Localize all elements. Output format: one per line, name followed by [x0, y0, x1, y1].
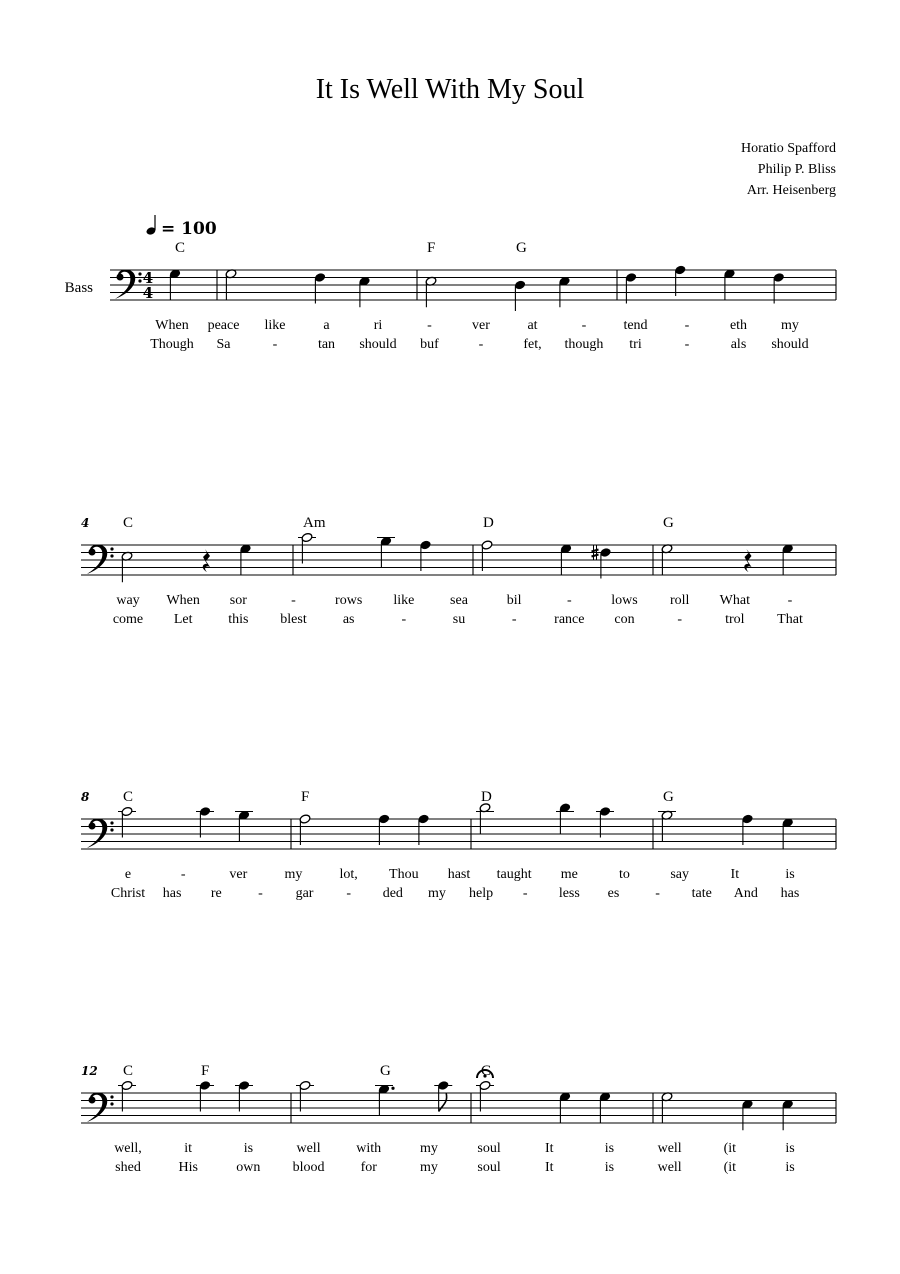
lyric-syllable: (it	[723, 1141, 737, 1156]
lyric-syllable: e	[124, 867, 132, 882]
note	[296, 1080, 314, 1111]
lyric-syllable: well,	[114, 1141, 142, 1156]
lyric-syllable: That	[777, 612, 803, 627]
lyric-syllable: is	[243, 1141, 254, 1156]
note	[420, 540, 432, 571]
note	[377, 536, 395, 567]
lyric-syllable: has	[162, 886, 182, 901]
lyric-syllable: should	[771, 337, 809, 352]
lyric-syllable: fet,	[523, 337, 542, 352]
lyric-syllable: lot,	[339, 867, 358, 882]
lyric-syllable: should	[359, 337, 397, 352]
lyric-syllable: my	[427, 886, 446, 901]
lyric-syllable: bil	[506, 593, 522, 608]
lyric-syllable: my	[781, 318, 799, 333]
lyric-syllable: is	[604, 1141, 615, 1156]
lyric-syllable: shed	[115, 1160, 141, 1175]
note	[782, 818, 794, 849]
bass-clef-icon	[87, 819, 114, 849]
lyric-syllable: es	[607, 886, 620, 901]
bass-clef-icon	[115, 270, 142, 300]
lyric-syllable: -	[684, 318, 690, 333]
note	[375, 1084, 395, 1115]
chord-symbol: G	[663, 789, 674, 805]
lyric-syllable: is	[785, 1160, 795, 1175]
lyricist-credit: Horatio Spafford	[741, 141, 836, 156]
chord-symbol: C	[481, 1063, 492, 1079]
note	[742, 1099, 754, 1130]
lyric-syllable: has	[780, 886, 800, 901]
note	[425, 276, 437, 307]
composer-credit: Philip P. Bliss	[757, 162, 836, 177]
lyric-syllable: rance	[554, 612, 585, 627]
chord-symbol: F	[301, 789, 310, 805]
lyric-syllable: my	[284, 867, 303, 882]
lyric-syllable: ded	[382, 886, 403, 901]
dot	[391, 1087, 394, 1090]
lyric-syllable: it	[184, 1141, 193, 1156]
lyric-syllable: -	[346, 886, 352, 901]
lyric-syllable: su	[452, 612, 466, 627]
note	[121, 551, 133, 582]
lyric-syllable: well	[296, 1141, 321, 1156]
lyric-syllable: And	[733, 886, 758, 901]
note	[196, 1080, 214, 1111]
lyric-syllable: come	[112, 612, 144, 627]
lyric-syllable: me	[560, 867, 578, 882]
lyric-syllable: -	[787, 593, 793, 608]
lyric-syllable: What	[719, 593, 750, 608]
lyric-syllable: is	[785, 1141, 795, 1156]
note	[596, 806, 614, 837]
chord-symbol: C	[123, 789, 134, 805]
score-systems	[65, 240, 836, 1175]
lyric-syllable: at	[527, 318, 538, 333]
measure-number: 12	[81, 1064, 98, 1078]
lyric-syllable: sea	[450, 593, 468, 608]
lyric-syllable: with	[356, 1141, 382, 1156]
chord-symbol: G	[663, 515, 674, 531]
score-title: It Is Well With My Soul	[315, 74, 585, 105]
lyric-syllable: blood	[292, 1160, 325, 1175]
note	[773, 272, 785, 303]
lyric-syllable: though	[564, 337, 604, 352]
lyric-syllable: tan	[317, 337, 336, 352]
note	[661, 1092, 673, 1123]
arranger-credit: Arr. Heisenberg	[746, 183, 836, 198]
lyric-syllable: trol	[725, 612, 745, 627]
note	[559, 276, 571, 307]
lyric-syllable: my	[419, 1160, 438, 1175]
note	[434, 1080, 452, 1111]
note	[235, 1080, 253, 1111]
lyric-syllable: gar	[295, 886, 314, 901]
lyric-syllable: -	[427, 318, 432, 333]
lyric-syllable: hast	[447, 867, 471, 882]
tempo-marking	[146, 215, 217, 239]
note	[556, 803, 574, 834]
chord-symbol: C	[123, 515, 134, 531]
lyric-syllable: ri	[373, 318, 383, 333]
lyric-syllable: Though	[150, 337, 194, 352]
measure-number: 4	[81, 516, 90, 530]
note	[481, 540, 493, 571]
lyric-syllable: sor	[229, 593, 247, 608]
staff-system	[65, 240, 836, 352]
lyric-syllable: ver	[472, 318, 490, 333]
chord-symbol: F	[427, 240, 436, 256]
lyric-syllable: is	[785, 867, 795, 882]
time-signature-bottom: 4	[142, 284, 154, 302]
chord-symbol: D	[483, 515, 494, 531]
note	[378, 814, 390, 845]
bass-clef-icon	[87, 545, 114, 575]
lyric-syllable: -	[272, 337, 278, 352]
lyric-syllable: It	[544, 1141, 554, 1156]
note	[724, 269, 736, 300]
lyric-syllable: peace	[207, 318, 240, 333]
lyric-syllable: way	[116, 593, 140, 608]
lyric-syllable: is	[604, 1160, 615, 1175]
note	[225, 269, 237, 300]
lyric-syllable: -	[291, 593, 296, 608]
lyric-syllable: tend	[623, 318, 648, 333]
lyric-syllable: Thou	[389, 867, 419, 882]
staff-system	[81, 1063, 836, 1175]
lyric-syllable: con	[614, 612, 635, 627]
lyric-syllable: soul	[477, 1160, 501, 1175]
lyric-syllable: less	[558, 886, 580, 901]
lyric-syllable: as	[342, 612, 355, 627]
note	[298, 532, 316, 563]
lyric-syllable: Christ	[110, 886, 146, 901]
lyric-syllable: roll	[669, 593, 690, 608]
lyric-syllable: ver	[229, 867, 248, 882]
lyric-syllable: -	[581, 318, 587, 333]
note	[592, 545, 612, 579]
chord-symbol: Am	[303, 515, 326, 531]
note	[235, 810, 253, 841]
staff-system	[81, 789, 836, 901]
note	[196, 806, 214, 837]
chord-symbol: F	[201, 1063, 210, 1079]
note	[674, 265, 686, 296]
lyric-syllable: a	[323, 318, 330, 333]
note	[625, 272, 637, 303]
lyric-syllable: re	[210, 886, 222, 901]
staff-system	[81, 515, 836, 627]
lyric-syllable: say	[670, 867, 690, 882]
lyric-syllable: It	[544, 1160, 554, 1175]
lyric-syllable: soul	[477, 1141, 501, 1156]
lyric-syllable: to	[619, 867, 630, 882]
note	[599, 1092, 611, 1123]
lyric-syllable: -	[511, 612, 517, 627]
lyric-syllable: -	[258, 886, 263, 901]
bass-clef-icon	[87, 1093, 114, 1123]
lyric-syllable: well	[657, 1160, 682, 1175]
lyric-syllable: Let	[173, 612, 193, 627]
note	[514, 280, 526, 311]
lyric-syllable: lows	[611, 593, 638, 608]
note	[658, 810, 676, 841]
chord-symbol: G	[516, 240, 527, 256]
note	[559, 1092, 571, 1123]
lyric-syllable: buf	[420, 337, 439, 352]
note	[314, 272, 326, 303]
chord-symbol: G	[380, 1063, 391, 1079]
measure-number: 8	[81, 790, 90, 804]
note	[661, 544, 673, 575]
note	[118, 806, 136, 837]
note	[782, 1099, 794, 1130]
chord-symbol: C	[123, 1063, 134, 1079]
note	[240, 544, 252, 575]
note	[299, 814, 311, 845]
note	[742, 814, 754, 845]
lyric-syllable: own	[236, 1160, 261, 1175]
time-signature-top: 4	[142, 269, 154, 287]
lyric-syllable: His	[178, 1160, 198, 1175]
lyric-syllable: -	[566, 593, 572, 608]
lyric-syllable: eth	[729, 318, 748, 333]
lyric-syllable: for	[360, 1160, 377, 1175]
lyric-syllable: (it	[723, 1160, 737, 1175]
lyric-syllable: well	[657, 1141, 682, 1156]
lyric-syllable: Sa	[216, 337, 231, 352]
tempo-value: = 100	[161, 219, 217, 239]
chord-symbol: C	[175, 240, 186, 256]
chord-symbol: D	[481, 789, 492, 805]
note	[560, 544, 572, 575]
lyric-syllable: -	[677, 612, 683, 627]
lyric-syllable: tri	[629, 337, 642, 352]
lyric-syllable: -	[522, 886, 528, 901]
lyric-syllable: like	[264, 318, 286, 333]
note	[418, 814, 430, 845]
lyric-syllable: like	[393, 593, 415, 608]
lyric-syllable: When	[155, 318, 189, 333]
lyric-syllable: als	[730, 337, 747, 352]
lyric-syllable: It	[730, 867, 740, 882]
lyric-syllable: blest	[280, 612, 307, 627]
note	[359, 276, 371, 307]
lyric-syllable: tate	[691, 886, 712, 901]
lyric-syllable: -	[180, 867, 186, 882]
lyric-syllable: -	[684, 337, 690, 352]
lyric-syllable: rows	[335, 593, 363, 608]
lyric-syllable: this	[228, 612, 249, 627]
note	[118, 1080, 136, 1111]
note	[782, 544, 794, 575]
lyric-syllable: taught	[496, 867, 532, 882]
lyric-syllable: -	[401, 612, 407, 627]
lyric-syllable: -	[478, 337, 484, 352]
lyric-syllable: When	[166, 593, 200, 608]
lyric-syllable: -	[655, 886, 660, 901]
note	[169, 269, 181, 300]
note	[476, 803, 494, 834]
instrument-label: Bass	[64, 280, 93, 296]
lyric-syllable: my	[419, 1141, 438, 1156]
lyric-syllable: help	[469, 886, 494, 901]
